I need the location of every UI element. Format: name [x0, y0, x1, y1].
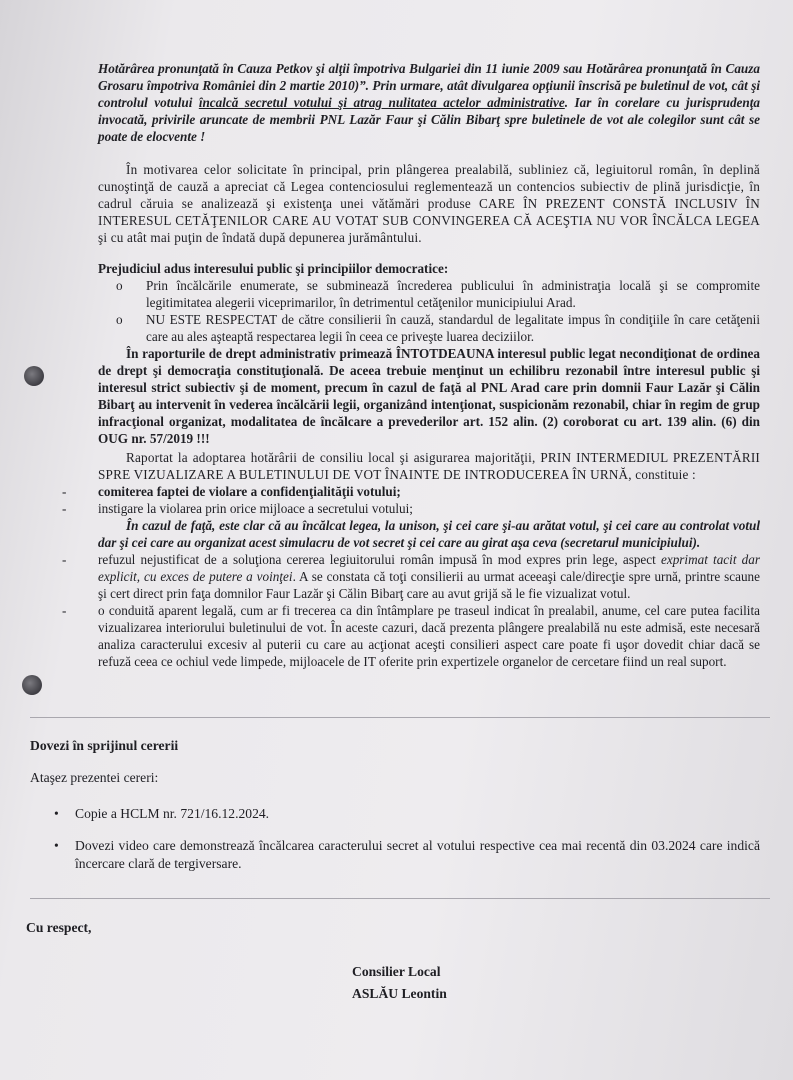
paragraph-jurisprudence: Hotărârea pronunţată în Cauza Petkov şi alţii împotriva Bulgariei din 11 iunie 2009 sau Hotărârea pronunţată în Cauza Grosaru împotriva României din 2 martie 2010)”. Prin urmare, atât divulgarea opţiunii înscrisă pe buletinul de vot, cât şi controlul votului încalcă secretul votului şi atrag nulitatea actelor administrative. Iar în corelare cu jurisprudenţa invocată, privirile aruncate de membrii PNL Lazăr Faur şi Călin Bibarţ spre buletinele de vot ale colegilor sunt cât se poate de elocvente ! — [98, 61, 760, 144]
dash-item: - instigare la violarea prin orice mijloace a secretului votului; — [62, 501, 413, 516]
dash-bullet-icon: - — [62, 603, 67, 618]
dovezi-heading: Dovezi în sprijinul cererii — [30, 738, 179, 753]
dash-bullet-icon: - — [62, 501, 67, 516]
bullet-icon: • — [54, 806, 59, 821]
underlined-phrase: încalcă secretul votului şi atrag nulitatea actelor administrative — [198, 95, 565, 110]
signature-block — [352, 961, 447, 1005]
dash-bullet-icon: - — [62, 484, 67, 499]
bullet-icon: • — [54, 838, 59, 853]
paragraph-raportat: Raportat la adoptarea hotărârii de consiliu local şi asigurarea majorităţii, PRIN INTERMEDIUL PREZENTĂRII SPRE VIZUALIZARE A BULETINULUI DE VOT ÎNAINTE DE INTRODUCEREA ÎN URNĂ, constituie : — [98, 450, 760, 482]
document-body — [62, 56, 760, 670]
list-item: • Dovezi video care demonstrează încălcarea caracterului secret al votului respective cea mai recentă din 03.2024 care indică încercare clară de tergiversare. — [54, 838, 760, 871]
dash-item: - o conduită aparent legală, cum ar fi trecerea ca din întâmplare pe traseul indicat în prealabil, anume, cel care putea facilita vizualizarea interiorului buletinului de vot. În aceste cazuri, dacă prezenta plângere prealabilă nu este admisă, este necesară analiza caracterului excesiv al puterii cu care au acţionat aceşti consilieri aspect care poate fi uşor dovedit chiar dacă se refuză ceea ce ochiul vede limpede, mijloacele de IT oferite prin expertizele organelor de cercetare fiind un real suport. — [62, 603, 760, 669]
paragraph-public-interest: În raporturile de drept administrativ primează ÎNTOTDEAUNA interesul public legat necondiţionat de ordinea de drept şi democraţia constituţională. De aceea trebuie menţinut un echilibru rezonabil între interesul public şi interesul strict subiectiv şi de moment, precum în cazul de faţă al PNL Arad care prin domnii Faur Lazăr şi Călin Bibarţ au intervenit în vederea încălcării legii, organizând intenţionat, suspicionăm rezonabil, chiar în regim de grup infracţional organizat, modalitatea de încălcare a prevederilor art. 152 alin. (2) coroborat cu art. 139 alin. (6) din OUG nr. 57/2019 !!! — [98, 346, 760, 446]
list-item: • Copie a HCLM nr. 721/16.12.2024. — [54, 806, 270, 821]
punch-hole — [24, 366, 44, 386]
paragraph-motivation: În motivarea celor solicitate în principal, prin plângerea prealabilă, subliniez că, legiuitorul român, în deplină cunoştinţă de cauză a apreciat că Legea contenciosului reglementează un contencios subiectiv de plină jurisdicţie, în cadrul căruia se analizează şi existenţa unei vătămări produse CARE ÎN PREZENT CONSTĂ INCLUSIV ÎN INTERESUL CETĂŢENILOR CARE AU VOTAT SUB CONVINGEREA CĂ ACEŞTIA NU VOR ÎNCĂLCA LEGEA şi cu atât mai puţin de îndată după depunerea jurământului. — [98, 162, 760, 245]
signature-name: ASLĂU Leontin — [352, 986, 447, 1001]
circle-bullet-icon: o — [116, 312, 123, 327]
signature-title: Consilier Local — [352, 964, 441, 979]
divider — [30, 717, 770, 718]
dash-item: - refuzul nejustificat de a soluţiona cererea legiuitorului român impusă în mod expres prin lege, aspect exprimat tacit dar explicit, cu exces de putere a voinţei. A se constata că toţi consilierii au urmat aceeaşi cale/direcţie spre urnă, printre scaune şi cert direct prin faţa domnilor Faur Lazăr şi Călin Bibarţ care au avut grijă să le fie vizualizat votul. — [62, 552, 760, 601]
dash-bullet-icon: - — [62, 552, 67, 567]
paragraph-unison: În cazul de faţă, este clar că au încălcat legea, la unison, şi cei care şi-au arătat votul, şi cei care au controlat votul dar şi cei care au organizat acest simulacru de vot secret şi cei care au girat aşa ceva (secretarul municipiului). — [98, 518, 760, 550]
dovezi-section — [30, 737, 760, 873]
prejudiciu-item: o NU ESTE RESPECTAT de către consilierii în cauză, standardul de legalitate impus în condiţiile în care cetăţenii care au ales aşteaptă respectarea legii în ceea ce priveşte luarea deciziilor. — [116, 312, 760, 344]
closing-formula: Cu respect, — [26, 920, 92, 935]
punch-hole — [22, 675, 42, 695]
dash-item: - comiterea faptei de violare a confidenţialităţii votului; — [62, 484, 401, 499]
divider — [30, 898, 770, 899]
circle-bullet-icon: o — [116, 278, 123, 293]
dovezi-intro: Ataşez prezentei cereri: — [30, 770, 159, 785]
prejudiciu-heading: Prejudiciul adus interesului public şi principiilor democratice: — [98, 261, 449, 276]
prejudiciu-item: o Prin încălcările enumerate, se subminează încrederea publicului în administraţia locală şi se compromite legitimitatea alegerii viceprimarilor, în detrimentul cetăţenilor municipiului Arad. — [116, 278, 760, 310]
